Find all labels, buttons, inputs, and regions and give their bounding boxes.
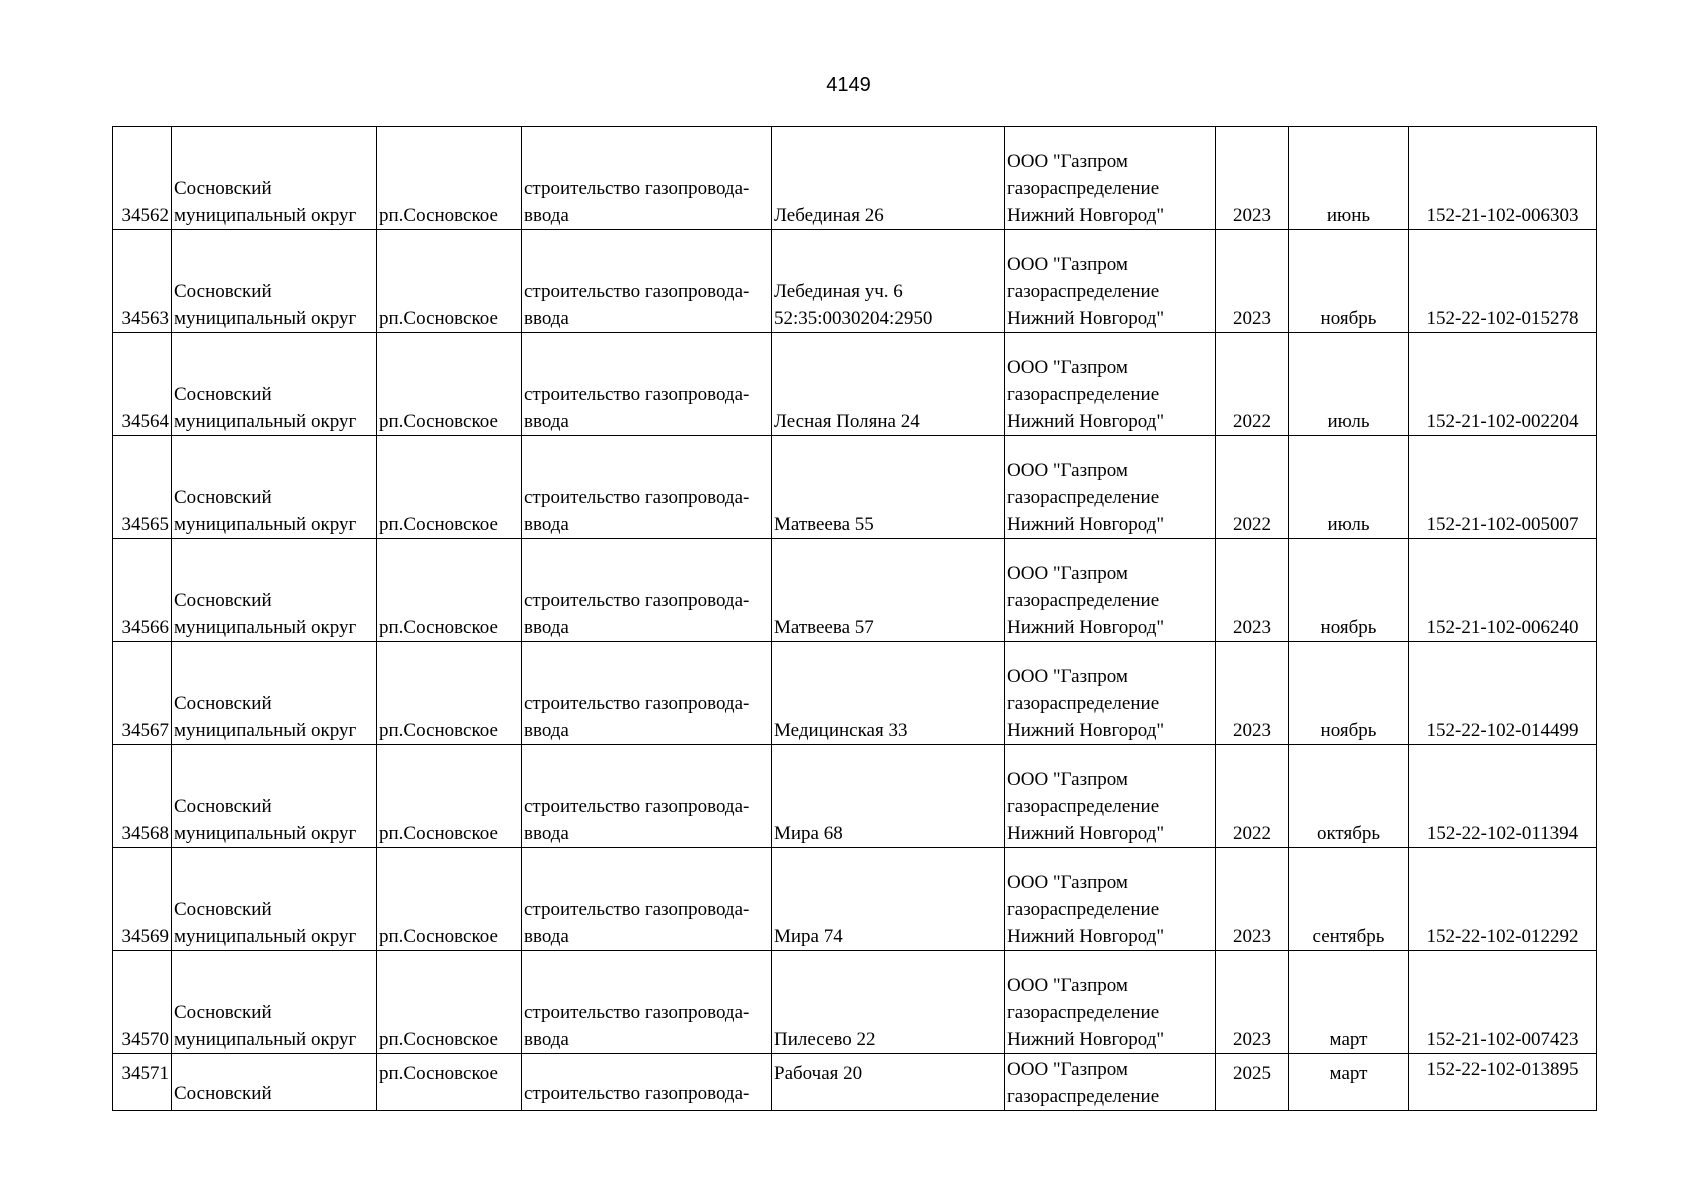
table-row <box>113 1054 1597 1111</box>
row-number: 34570 <box>113 951 172 1054</box>
work-type-cell <box>522 642 772 745</box>
address-line: Матвеева 55 <box>774 514 874 535</box>
organization-line: газораспределение <box>1007 796 1160 817</box>
work-type-line: строительство газопровода- <box>524 1002 750 1023</box>
work-type-cell <box>522 127 772 230</box>
work-type-line: ввода <box>524 823 569 844</box>
organization-line: ООО "Газпром <box>1007 872 1128 893</box>
work-type-line: ввода <box>524 514 569 535</box>
organization-cell <box>1005 951 1216 1054</box>
district-line: Сосновский <box>174 281 272 302</box>
organization-line: Нижний Новгород" <box>1007 514 1165 535</box>
code-cell: 152-21-102-006303 <box>1409 127 1597 230</box>
year-cell: 2023 <box>1216 230 1289 333</box>
organization-line: Нижний Новгород" <box>1007 205 1165 226</box>
district-cell <box>172 539 377 642</box>
organization-line: газораспределение <box>1007 1086 1160 1107</box>
work-type-line: ввода <box>524 617 569 638</box>
work-type-line: ввода <box>524 205 569 226</box>
address-line <box>774 896 1002 923</box>
month-cell: июль <box>1289 436 1409 539</box>
locality-cell: рп.Сосновское <box>377 230 522 333</box>
work-type-line: ввода <box>524 926 569 947</box>
row-number: 34564 <box>113 333 172 436</box>
organization-line: Нижний Новгород" <box>1007 617 1165 638</box>
district-cell <box>172 951 377 1054</box>
organization-line: ООО "Газпром <box>1007 357 1128 378</box>
district-cell <box>172 230 377 333</box>
year-cell: 2023 <box>1216 642 1289 745</box>
district-line: муниципальный округ <box>174 926 357 947</box>
year-cell: 2022 <box>1216 745 1289 848</box>
locality-cell: рп.Сосновское <box>377 848 522 951</box>
district-line: муниципальный округ <box>174 720 357 741</box>
month-cell: июль <box>1289 333 1409 436</box>
work-type-line: строительство газопровода- <box>524 899 750 920</box>
table-row <box>113 539 1597 642</box>
locality-cell: рп.Сосновское <box>377 539 522 642</box>
address-line <box>774 587 1002 614</box>
address-cell <box>772 333 1005 436</box>
address-line: Матвеева 57 <box>774 617 874 638</box>
work-type-cell <box>522 951 772 1054</box>
table-body <box>113 127 1597 1054</box>
code-cell: 152-22-102-014499 <box>1409 642 1597 745</box>
district-line: Сосновский <box>174 590 272 611</box>
district-line: муниципальный округ <box>174 617 357 638</box>
organization-line: Нижний Новгород" <box>1007 1029 1165 1050</box>
locality-cell: рп.Сосновское <box>377 436 522 539</box>
address-line <box>774 793 1002 820</box>
work-type-line: строительство газопровода- <box>524 178 750 199</box>
month-cell: июнь <box>1289 127 1409 230</box>
address-line: Лебединая 26 <box>774 205 884 226</box>
work-type-cell <box>522 333 772 436</box>
organization-cell <box>1005 436 1216 539</box>
work-type-line: строительство газопровода- <box>524 487 750 508</box>
address-cell <box>772 127 1005 230</box>
organization-line: Нижний Новгород" <box>1007 926 1165 947</box>
month-cell: март <box>1289 1054 1409 1111</box>
district-line: муниципальный округ <box>174 308 357 329</box>
organization-line: ООО "Газпром <box>1007 151 1128 172</box>
address-line <box>774 690 1002 717</box>
work-type-cell <box>522 436 772 539</box>
organization-cell <box>1005 745 1216 848</box>
year-cell: 2023 <box>1216 848 1289 951</box>
district-line: муниципальный округ <box>174 1029 357 1050</box>
organization-cell <box>1005 333 1216 436</box>
locality-cell: рп.Сосновское <box>377 642 522 745</box>
district-line: Сосновский <box>174 899 272 920</box>
table-row <box>113 127 1597 230</box>
organization-line: ООО "Газпром <box>1007 666 1128 687</box>
address-line: Лебединая уч. 6 <box>774 281 903 302</box>
year-cell: 2022 <box>1216 436 1289 539</box>
code-cell: 152-21-102-006240 <box>1409 539 1597 642</box>
organization-line: газораспределение <box>1007 384 1160 405</box>
district-cell <box>172 642 377 745</box>
table-row <box>113 848 1597 951</box>
work-type-line: строительство газопровода- <box>524 384 750 405</box>
district-cell <box>172 436 377 539</box>
work-type-cell <box>522 539 772 642</box>
work-type-cell <box>522 230 772 333</box>
locality-cell: рп.Сосновское <box>377 1054 522 1111</box>
work-type-line: строительство газопровода- <box>524 281 750 302</box>
code-cell: 152-22-102-013895 <box>1409 1054 1597 1111</box>
work-type-line: ввода <box>524 720 569 741</box>
organization-line: Нижний Новгород" <box>1007 411 1165 432</box>
organization-line: газораспределение <box>1007 487 1160 508</box>
address-line: Мира 74 <box>774 926 843 947</box>
page-number: 4149 <box>826 74 871 96</box>
work-type-line: ввода <box>524 411 569 432</box>
row-number: 34562 <box>113 127 172 230</box>
code-cell: 152-22-102-012292 <box>1409 848 1597 951</box>
district-line: Сосновский <box>174 796 272 817</box>
month-cell: октябрь <box>1289 745 1409 848</box>
work-type-line: строительство газопровода- <box>524 693 750 714</box>
code-cell: 152-21-102-007423 <box>1409 951 1597 1054</box>
district-line: муниципальный округ <box>174 514 357 535</box>
locality-cell: рп.Сосновское <box>377 745 522 848</box>
year-cell: 2022 <box>1216 333 1289 436</box>
address-cell <box>772 745 1005 848</box>
address-line <box>774 999 1002 1026</box>
code-cell: 152-21-102-005007 <box>1409 436 1597 539</box>
address-line: Мира 68 <box>774 823 843 844</box>
organization-line: Нижний Новгород" <box>1007 308 1165 329</box>
organization-line: ООО "Газпром <box>1007 769 1128 790</box>
organization-cell <box>1005 127 1216 230</box>
district-cell <box>172 333 377 436</box>
organization-line: ООО "Газпром <box>1007 1059 1128 1080</box>
row-number: 34565 <box>113 436 172 539</box>
address-line <box>774 484 1002 511</box>
address-cell <box>772 951 1005 1054</box>
organization-line: газораспределение <box>1007 281 1160 302</box>
table-row <box>113 333 1597 436</box>
organization-cell <box>1005 230 1216 333</box>
organization-cell <box>1005 539 1216 642</box>
organization-line: Нижний Новгород" <box>1007 823 1165 844</box>
month-cell: ноябрь <box>1289 539 1409 642</box>
month-cell: ноябрь <box>1289 230 1409 333</box>
code-cell: 152-21-102-002204 <box>1409 333 1597 436</box>
work-type-line: ввода <box>524 1029 569 1050</box>
work-type-line: строительство газопровода- <box>524 796 750 817</box>
district-line: Сосновский <box>174 487 272 508</box>
address-cell <box>772 848 1005 951</box>
address-cell: Рабочая 20 <box>772 1054 1005 1111</box>
work-type-line: строительство газопровода- <box>524 590 750 611</box>
month-cell: март <box>1289 951 1409 1054</box>
organization-line: газораспределение <box>1007 590 1160 611</box>
district-line: Сосновский <box>174 178 272 199</box>
organization-line: ООО "Газпром <box>1007 460 1128 481</box>
month-cell: сентябрь <box>1289 848 1409 951</box>
address-cell <box>772 539 1005 642</box>
row-number: 34568 <box>113 745 172 848</box>
address-cell <box>772 436 1005 539</box>
district-line: Сосновский <box>174 384 272 405</box>
organization-line: ООО "Газпром <box>1007 975 1128 996</box>
organization-line: газораспределение <box>1007 178 1160 199</box>
work-type-cell <box>522 848 772 951</box>
district-line: Сосновский <box>174 1002 272 1023</box>
district-line: муниципальный округ <box>174 411 357 432</box>
row-number: 34566 <box>113 539 172 642</box>
organization-cell <box>1005 1054 1216 1111</box>
work-type-cell <box>522 745 772 848</box>
district-cell <box>172 745 377 848</box>
locality-cell: рп.Сосновское <box>377 333 522 436</box>
row-number: 34571 <box>113 1054 172 1111</box>
address-line: Медицинская 33 <box>774 720 908 741</box>
year-cell: 2023 <box>1216 127 1289 230</box>
district-line: муниципальный округ <box>174 823 357 844</box>
organization-line: газораспределение <box>1007 1002 1160 1023</box>
organization-line: ООО "Газпром <box>1007 563 1128 584</box>
district-line: муниципальный округ <box>174 205 357 226</box>
address-cell <box>772 642 1005 745</box>
organization-cell <box>1005 642 1216 745</box>
year-cell: 2025 <box>1216 1054 1289 1111</box>
district-cell <box>172 848 377 951</box>
district-line: Сосновский <box>174 1083 272 1104</box>
code-cell: 152-22-102-011394 <box>1409 745 1597 848</box>
district-cell <box>172 127 377 230</box>
row-number: 34563 <box>113 230 172 333</box>
locality-cell: рп.Сосновское <box>377 127 522 230</box>
table-row <box>113 436 1597 539</box>
address-line: 52:35:0030204:2950 <box>774 308 933 329</box>
address-cell <box>772 230 1005 333</box>
work-type-line: строительство газопровода- <box>524 1083 750 1104</box>
work-type-line: ввода <box>524 308 569 329</box>
row-number: 34567 <box>113 642 172 745</box>
year-cell: 2023 <box>1216 951 1289 1054</box>
table-row <box>113 745 1597 848</box>
row-number: 34569 <box>113 848 172 951</box>
year-cell: 2023 <box>1216 539 1289 642</box>
organization-line: Нижний Новгород" <box>1007 720 1165 741</box>
district-line: Сосновский <box>174 693 272 714</box>
address-line <box>774 381 1002 408</box>
gas-connection-table <box>112 126 1597 1111</box>
organization-line: ООО "Газпром <box>1007 254 1128 275</box>
work-type-cell <box>522 1054 772 1111</box>
address-line <box>774 175 1002 202</box>
table-row <box>113 642 1597 745</box>
code-cell: 152-22-102-015278 <box>1409 230 1597 333</box>
table-row <box>113 951 1597 1054</box>
district-cell <box>172 1054 377 1111</box>
month-cell: ноябрь <box>1289 642 1409 745</box>
locality-cell: рп.Сосновское <box>377 951 522 1054</box>
organization-line: газораспределение <box>1007 899 1160 920</box>
organization-cell <box>1005 848 1216 951</box>
organization-line: газораспределение <box>1007 693 1160 714</box>
address-line: Лесная Поляна 24 <box>774 411 920 432</box>
table-row <box>113 230 1597 333</box>
address-line: Пилесево 22 <box>774 1029 876 1050</box>
